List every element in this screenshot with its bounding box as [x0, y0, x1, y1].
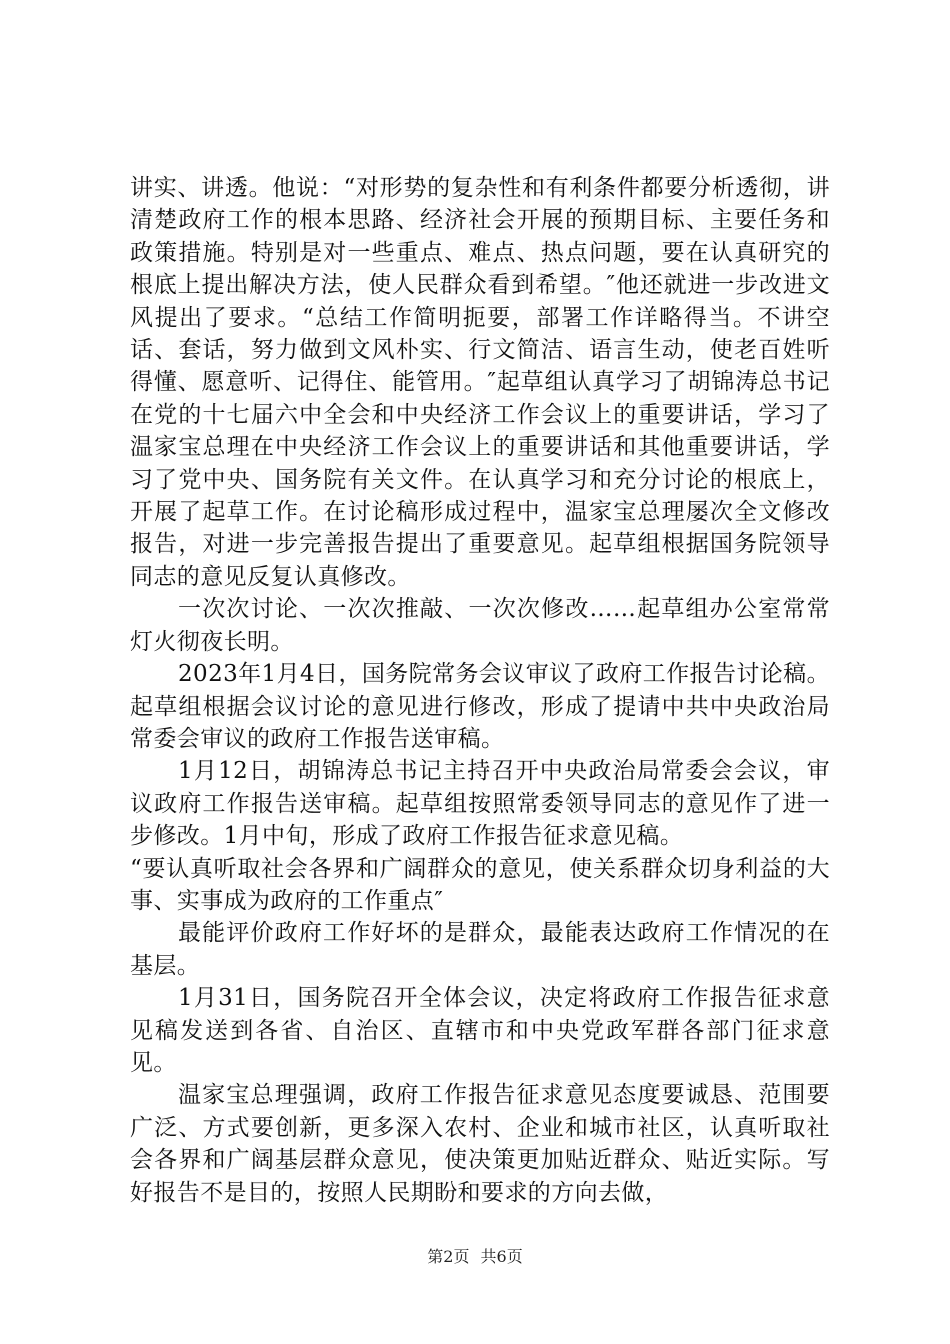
paragraph-7: 1月31日，国务院召开全体会议，决定将政府工作报告征求意见稿发送到各省、自治区、直辖市和中央党政军群各部门征求意见。: [130, 985, 830, 1076]
paragraph-8: 温家宝总理强调，政府工作报告征求意见态度要诚恳、范围要广泛、方式要创新，更多深入农村、企业和城市社区，认真听取社会各界和广阔基层群众意见，使决策更加贴近群众、贴近实际。写好报告不是目的，按照人民期盼和要求的方向去做，: [130, 1082, 830, 1206]
paragraph-1: 讲实、讲透。他说：“对形势的复杂性和有利条件都要分析透彻，讲清楚政府工作的根本思路、经济社会开展的预期目标、主要任务和政策措施。特别是对一些重点、难点、热点问题，要在认真研究的根底上提出解决方法，使人民群众看到希望。″他还就进一步改进文风提出了要求。“总结工作简明扼要，部署工作详略得当。不讲空话、套话，努力做到文风朴实、行文简洁、语言生动，使老百姓听得懂、愿意听、记得住、能管用。″起草组认真学习了胡锦涛总书记在党的十七届六中全会和中央经济工作会议上的重要讲话，学习了温家宝总理在中央经济工作会议上的重要讲话和其他重要讲话，学习了党中央、国务院有关文件。在认真学习和充分讨论的根底上，开展了起草工作。在讨论稿形成过程中，温家宝总理屡次全文修改报告，对进一步完善报告提出了重要意见。起草组根据国务院领导同志的意见反复认真修改。: [130, 175, 830, 590]
paragraph-6: 最能评价政府工作好坏的是群众，最能表达政府工作情况的在基层。: [130, 920, 830, 979]
paragraph-4: 1月12日，胡锦涛总书记主持召开中央政治局常委会会议，审议政府工作报告送审稿。起草组按照常委领导同志的意见作了进一步修改。1月中旬，形成了政府工作报告征求意见稿。: [130, 758, 830, 850]
document-body: [130, 172, 830, 1209]
page-number: 第2页: [427, 1247, 470, 1266]
page-total: 共6页: [480, 1247, 523, 1266]
paragraph-5-quote: “要认真听取社会各界和广阔群众的意见，使关系群众切身利益的大事、实事成为政府的工作重点″: [130, 855, 830, 914]
paragraph-3: 2023年1月4日，国务院常务会议审议了政府工作报告讨论稿。起草组根据会议讨论的意见进行修改，形成了提请中共中央政治局常委会审议的政府工作报告送审稿。: [130, 661, 830, 752]
page-footer: [0, 1244, 950, 1267]
paragraph-2: 一次次讨论、一次次推敲、一次次修改……起草组办公室常常灯火彻夜长明。: [130, 596, 830, 655]
